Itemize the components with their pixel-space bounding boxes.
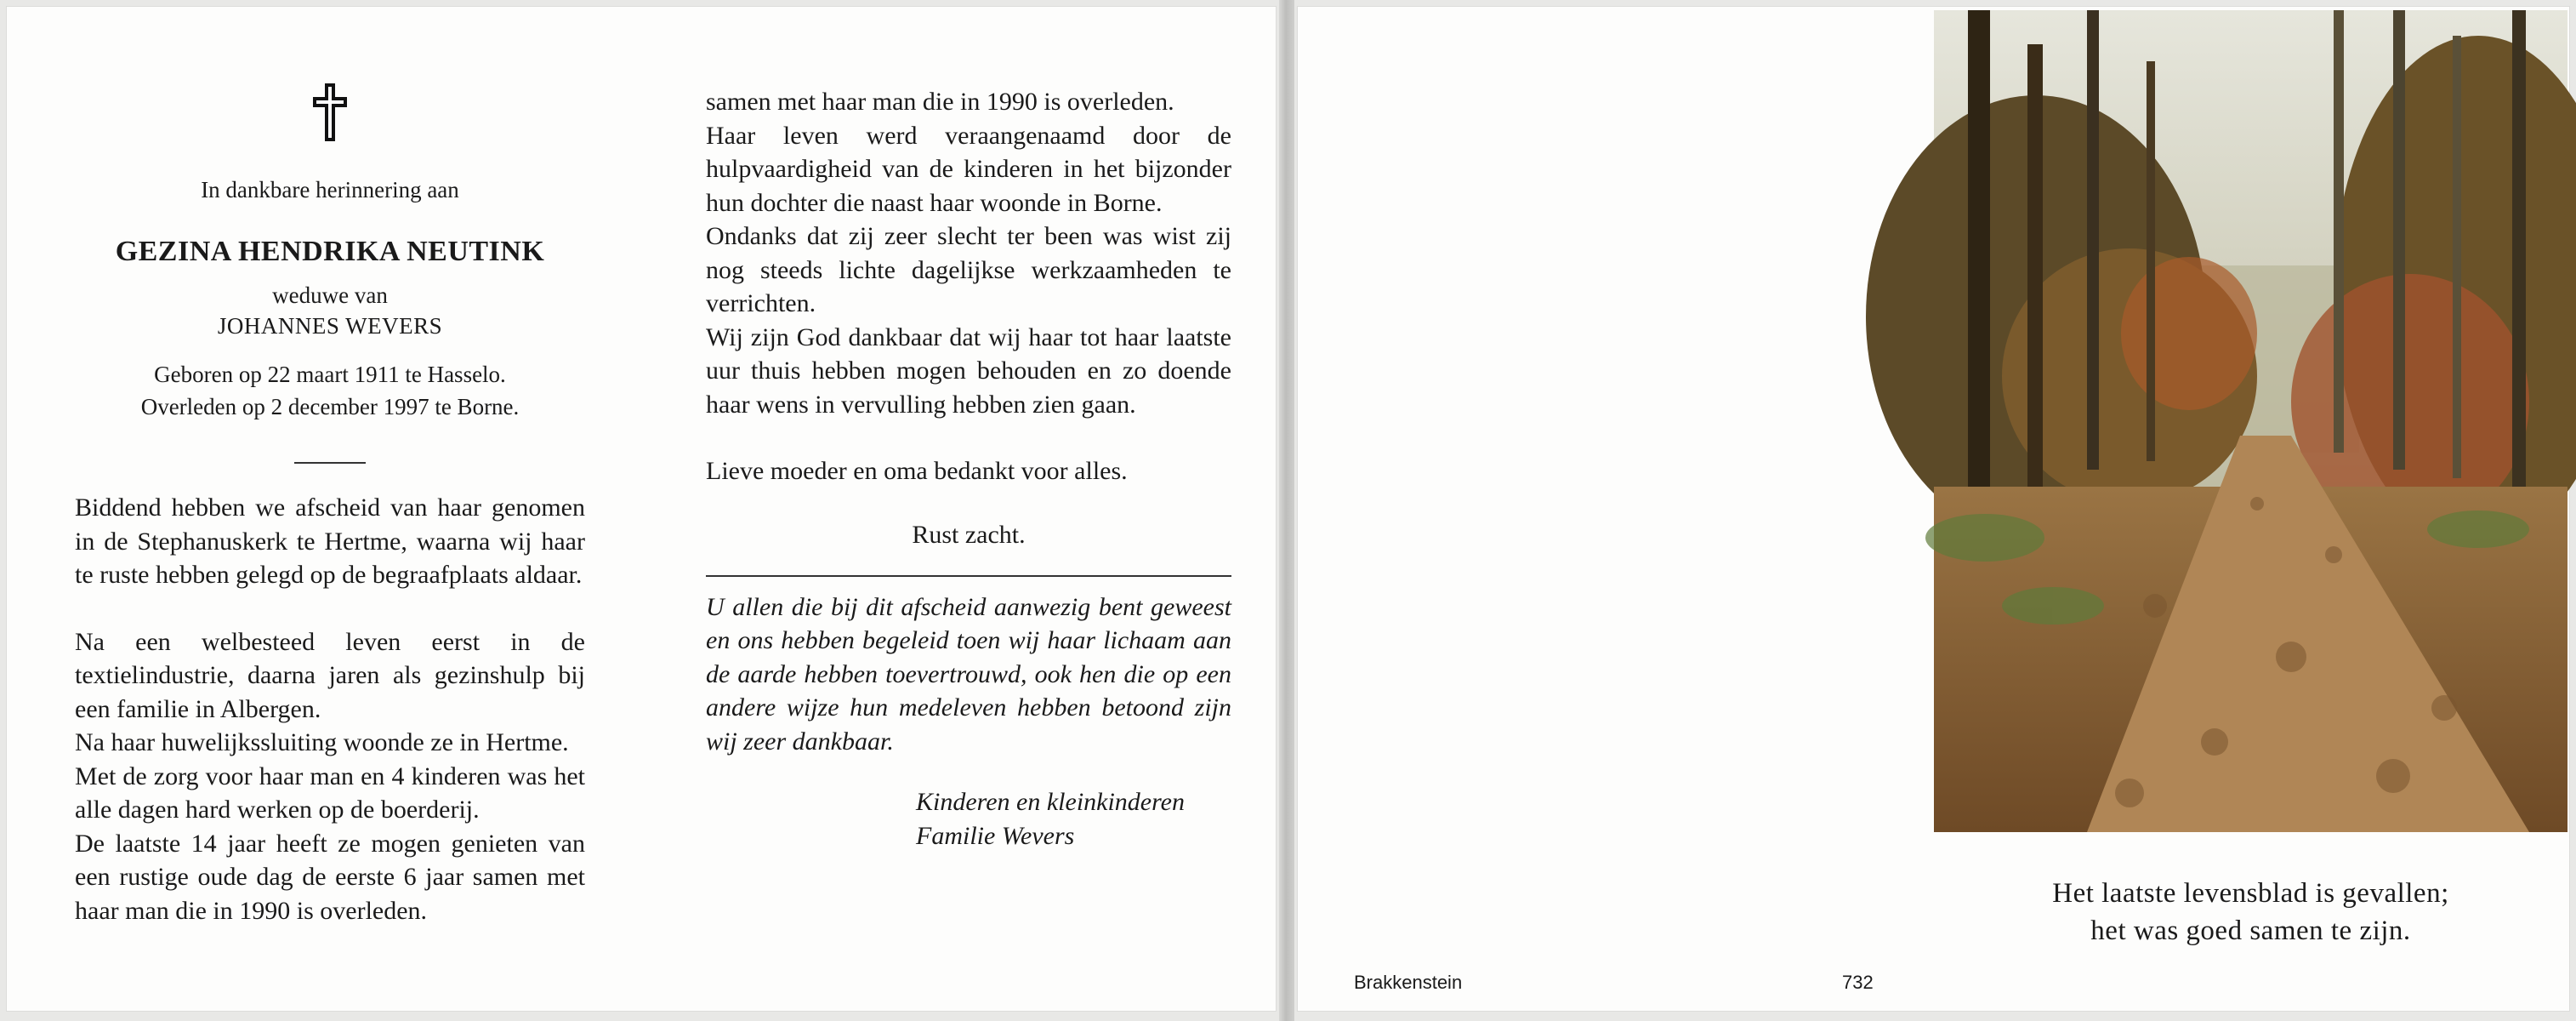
card-number: 732	[1842, 972, 1874, 993]
left-page	[7, 7, 1276, 1011]
intro-text: In dankbare herinnering aan	[201, 177, 459, 202]
paragraph-farm: Met de zorg voor haar man en 4 kinderen was het alle dagen hard werken op de boerderij.	[75, 761, 585, 824]
paragraph-gratitude: Wij zijn God dankbaar dat wij haar tot haar laatste uur thuis hebben mogen behouden en zo doende haar wens in vervulling hebben zien gaan.	[706, 322, 1231, 419]
paragraph-children: Haar leven werd veraangenaamd door de hulpvaardigheid van de kinderen in het bijzonder hun dochter die naast haar woonde in Borne.	[706, 121, 1231, 217]
publisher-name: Brakkenstein	[1354, 972, 1463, 993]
quote-line-2: het was goed samen te zijn.	[2090, 915, 2411, 946]
death-line: Overleden op 2 december 1997 te Borne.	[140, 394, 520, 419]
paragraph-retirement-cont: samen met haar man die in 1990 is overleden.	[706, 88, 1174, 116]
paragraph-farewell: Biddend hebben we afscheid van haar genomen in de Stephanuskerk te Hertme, waarna wij haar te ruste hebben gelegd op de begraafplaats aldaar.	[75, 493, 585, 589]
separator-line	[706, 575, 1231, 577]
divider	[294, 462, 366, 464]
left-column	[75, 82, 585, 925]
paragraph-daily-work: Ondanks dat zij zeer slecht ter been was wist zij nog steeds lichte dagelijkse werkzaamheden te verrichten.	[706, 222, 1231, 317]
birth-line: Geboren op 22 maart 1911 te Hasselo.	[154, 362, 506, 387]
signature	[706, 785, 1231, 853]
card-fold	[1279, 0, 1294, 1021]
signature-line-2: Familie Wevers	[916, 821, 1075, 850]
cross-icon	[75, 82, 585, 150]
right-page	[1298, 7, 2569, 1011]
rest-in-peace: Rust zacht.	[912, 520, 1026, 549]
quote-line-1: Het laatste levensblad is gevallen;	[2052, 878, 2449, 909]
signature-line-1: Kinderen en kleinkinderen	[916, 788, 1185, 816]
paragraph-work: Na een welbesteed leven eerst in de textielindustrie, daarna jaren als gezinshulp bij een familie in Albergen.	[75, 627, 585, 723]
thanks-text: U allen die bij dit afscheid aanwezig bent geweest en ons hebben begeleid toen wij haar lichaam aan de aarde hebben toevertrouwd, ook hen die op een andere wijze hun medeleven hebben betoond zijn wij zeer dankbaar.	[706, 592, 1231, 756]
deceased-name: GEZINA HENDRIKA NEUTINK	[115, 236, 545, 267]
paragraph-marriage: Na haar huwelijkssluiting woonde ze in Hertme.	[75, 728, 569, 756]
spouse-name: JOHANNES WEVERS	[217, 313, 443, 339]
life-dates	[75, 358, 585, 423]
memorial-quote	[1934, 875, 2567, 950]
forest-path-photo	[1934, 10, 2567, 832]
right-column	[706, 85, 1231, 853]
closing-line: Lieve moeder en oma bedankt voor alles.	[706, 457, 1128, 485]
paragraph-retirement: De laatste 14 jaar heeft ze mogen genieten van een rustige oude dag de eerste 6 jaar samen met haar man die in 1990 is overleden.	[75, 829, 585, 925]
widow-of-label: weduwe van	[272, 282, 388, 308]
